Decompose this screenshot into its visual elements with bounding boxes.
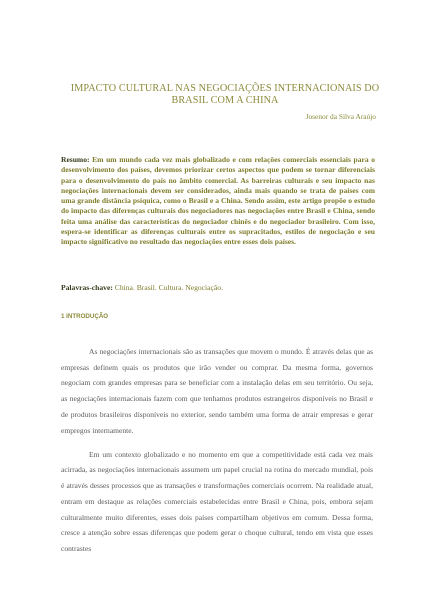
paper-title-line-1: IMPACTO CULTURAL NAS NEGOCIAÇÕES INTERNACIONAIS DO [70,83,380,94]
keywords-text: China. Brasil. Cultura. Negociação. [112,283,223,292]
paper-title [60,83,390,107]
body-paragraph-1: As negociações internacionais são as transações que movem o mundo. É através delas que as empresas definem quais os produtos que irão vender ou comprar. Da mesma forma, governos negociam com grandes empresas para se beneficiar com a instalação delas em seu território. Ou seja, as negociações internacionais fazem com que tenhamos produtos estrangeiros disponíveis no Brasil e de produtos brasileiros disponíveis no exterior, sendo também uma forma de atrair empresas e gerar empregos internamente. [61,347,373,435]
section-heading: 1 INTRODUÇÃO [61,313,109,320]
author-name: Josenor da Silva Araújo [305,112,376,121]
abstract [61,155,375,248]
abstract-label: Resumo: [61,155,90,164]
paper-title-line-2: BRASIL COM A CHINA [171,95,279,106]
body-paragraph-2: Em um contexto globalizado e no momento em que a competitividade está cada vez mais acirrada, as negociações internacionais assumem um papel crucial na rotina do mercado mundial, pois é através desses processos que as transações e transformações comerciais ocorrem. Na realidade atual, entram em destaque as relações comerciais estabelecidas entre Brasil e China, pois, embora sejam culturalmente muito diferentes, esses dois países compartilham objetivos em comum. Dessa forma, cresce a atenção sobre essas diferenças que podem gerar o choque cultural, tendo em vista que esses contrastes [61,449,373,553]
body-text [61,344,373,565]
keywords-label: Palavras-chave: [61,283,113,292]
abstract-text: Em um mundo cada vez mais globalizado e com relações comerciais essenciais para o desenvolvimento dos países, devemos priorizar certos aspectos que podem se tornar diferenciais para o desenvolvimento do país no âmbito comercial. As barreiras culturais e seu impacto nas negociações internacionais devem ser considerados, ainda mais quando se trata de países com uma grande distância psíquica, como o Brasil e a China. Sendo assim, este artigo propõe o estudo do impacto das diferenças culturais dos negociadores nas negociações entre Brasil e China, sendo feita uma análise das características do negociador chinês e do negociador brasileiro. Com isso, espera-se identificar as diferenças culturais entre os supracitados, estilos de negociação e seu impacto significativo no resultado das negociações entre esses dois países. [61,155,375,247]
keywords [61,283,381,292]
